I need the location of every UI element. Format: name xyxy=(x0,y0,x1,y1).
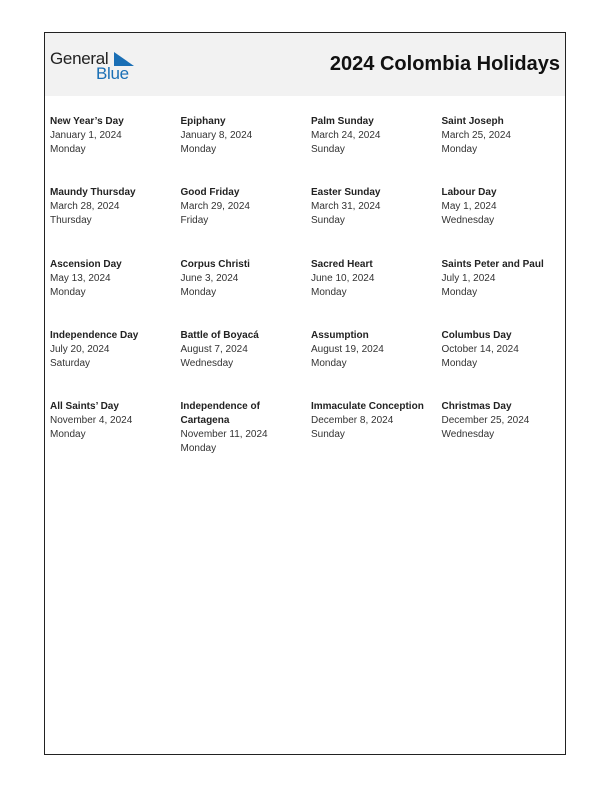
holiday-entry xyxy=(311,186,442,257)
holiday-weekday: Monday xyxy=(180,286,217,298)
holiday-entry xyxy=(311,115,442,186)
holiday-weekday: Monday xyxy=(311,286,347,298)
holiday-date: August 7, 2024 xyxy=(180,343,248,355)
holiday-name: Labour Day xyxy=(441,187,497,199)
holiday-entry xyxy=(442,329,563,400)
holiday-date: December 25, 2024 xyxy=(441,415,530,427)
holiday-date: June 3, 2024 xyxy=(180,272,239,284)
holiday-entry xyxy=(442,186,563,257)
holiday-entry xyxy=(50,186,181,257)
holiday-weekday: Monday xyxy=(50,144,86,155)
holiday-entry xyxy=(442,258,563,329)
holiday-name: Sacred Heart xyxy=(311,258,373,270)
holiday-weekday: Monday xyxy=(441,286,478,298)
holiday-entry xyxy=(181,186,312,257)
holiday-weekday: Saturday xyxy=(50,357,91,369)
holiday-name: Christmas Day xyxy=(441,401,512,413)
holiday-name: Independence Day xyxy=(50,329,139,341)
holiday-date: November 11, 2024 xyxy=(180,429,268,441)
holiday-weekday: Wednesday xyxy=(180,357,234,369)
holiday-name: Good Friday xyxy=(180,187,240,199)
holiday-weekday: Sunday xyxy=(311,144,345,155)
holiday-weekday: Wednesday xyxy=(441,429,495,441)
holiday-name: Saint Joseph xyxy=(441,116,504,127)
holiday-entry xyxy=(50,329,181,400)
holiday-weekday: Monday xyxy=(441,357,478,369)
holiday-entry xyxy=(442,400,563,471)
holiday-date: December 8, 2024 xyxy=(311,415,394,427)
holiday-weekday: Monday xyxy=(180,443,217,455)
holiday-date: May 1, 2024 xyxy=(441,201,497,213)
page-title: 2024 Colombia Holidays xyxy=(329,53,560,75)
holiday-name: All Saints’ Day xyxy=(50,401,119,413)
holiday-weekday: Thursday xyxy=(50,215,92,227)
holiday-date: November 4, 2024 xyxy=(50,415,133,427)
holiday-date: October 14, 2024 xyxy=(441,343,519,355)
holiday-grid xyxy=(50,115,562,471)
holiday-entry xyxy=(442,115,563,186)
holiday-weekday: Sunday xyxy=(311,429,345,441)
holiday-name: Easter Sunday xyxy=(311,187,381,199)
holiday-weekday: Monday xyxy=(50,286,86,298)
logo-text-blue: Blue xyxy=(96,64,129,83)
holiday-date: March 28, 2024 xyxy=(50,201,120,213)
holiday-entry xyxy=(50,400,181,471)
holiday-name: Maundy Thursday xyxy=(50,187,136,199)
logo-text-general: General xyxy=(50,49,109,68)
holiday-date: June 10, 2024 xyxy=(311,272,375,284)
holiday-entry xyxy=(311,329,442,400)
holiday-entry xyxy=(181,115,312,186)
holiday-entry xyxy=(311,258,442,329)
holiday-weekday: Monday xyxy=(50,429,86,441)
holiday-date: March 24, 2024 xyxy=(311,130,381,141)
holiday-date: July 20, 2024 xyxy=(50,343,110,355)
holiday-entry xyxy=(181,400,312,471)
holiday-weekday: Wednesday xyxy=(441,215,495,227)
holiday-entry xyxy=(181,258,312,329)
holiday-name: Independence of Cartagena xyxy=(180,401,260,427)
holiday-weekday: Friday xyxy=(180,215,209,227)
holiday-entry xyxy=(181,329,312,400)
holiday-name: Corpus Christi xyxy=(180,258,250,270)
page-frame xyxy=(44,32,566,755)
holiday-entry xyxy=(50,115,181,186)
holiday-name: Palm Sunday xyxy=(311,116,374,127)
holiday-weekday: Monday xyxy=(180,144,217,155)
holiday-weekday: Monday xyxy=(311,357,347,369)
holiday-name: Immaculate Conception xyxy=(311,401,424,413)
holiday-date: May 13, 2024 xyxy=(50,272,111,284)
holiday-name: Assumption xyxy=(311,329,369,341)
holiday-name: Columbus Day xyxy=(441,329,512,341)
holiday-weekday: Monday xyxy=(441,144,478,155)
holiday-date: January 8, 2024 xyxy=(180,130,253,141)
holiday-date: March 29, 2024 xyxy=(180,201,250,213)
holiday-date: March 31, 2024 xyxy=(311,201,381,213)
holiday-name: Battle of Boyacá xyxy=(180,329,259,341)
logo xyxy=(50,49,140,85)
holiday-date: July 1, 2024 xyxy=(441,272,496,284)
holiday-name: Epiphany xyxy=(180,116,226,127)
holiday-date: August 19, 2024 xyxy=(311,343,384,355)
holiday-date: March 25, 2024 xyxy=(441,130,511,141)
holiday-entry xyxy=(50,258,181,329)
holiday-name: Ascension Day xyxy=(50,258,122,270)
header xyxy=(45,33,565,96)
holiday-weekday: Sunday xyxy=(311,215,345,227)
holiday-name: New Year’s Day xyxy=(50,116,124,127)
holiday-entry xyxy=(311,400,442,471)
holiday-name: Saints Peter and Paul xyxy=(441,258,544,270)
holiday-date: January 1, 2024 xyxy=(50,130,122,141)
